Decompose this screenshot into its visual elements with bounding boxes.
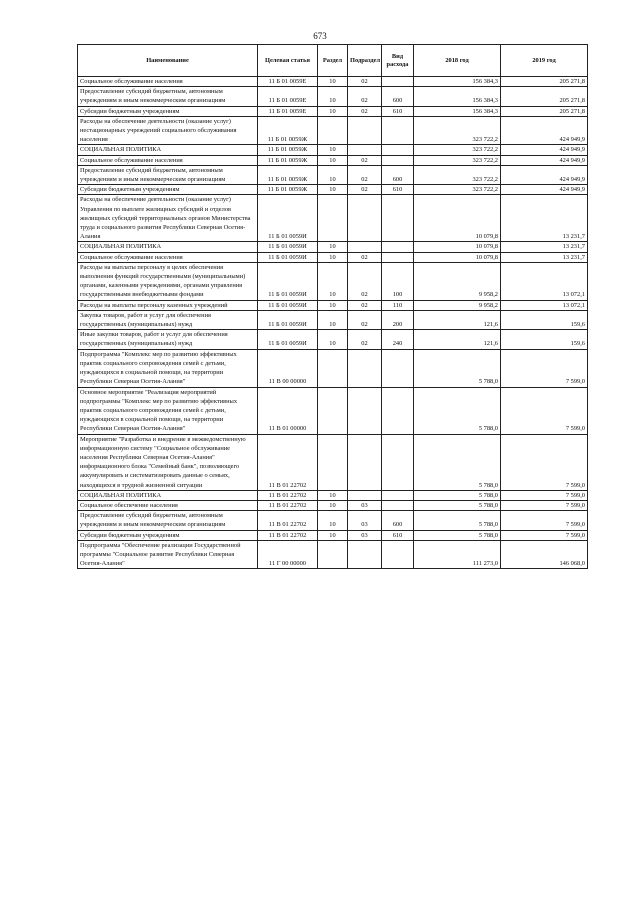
cell-subsection: [348, 540, 382, 569]
cell-expense-type: 600: [382, 165, 414, 184]
table-row: [78, 242, 588, 252]
table-row: [78, 262, 588, 300]
table-row: [78, 500, 588, 510]
cell-name: Расходы на обеспечение деятельности (оказание услуг) Управления по выплате жилищных субсидий и отделов жилищных субсидий территориальных органов Министерства труда и социального развития Республики Северная Осетия-Алания: [78, 195, 258, 242]
table-row: [78, 540, 588, 569]
cell-target-code: 11 Б 01 0059Е: [258, 106, 318, 116]
cell-target-code: 11 Б 01 0059Ж: [258, 165, 318, 184]
cell-2019: 146 068,0: [501, 540, 588, 569]
cell-target-code: 11 Б 01 0059И: [258, 242, 318, 252]
cell-2018: 10 079,8: [414, 242, 501, 252]
cell-expense-type: 600: [382, 87, 414, 106]
budget-table: [77, 44, 588, 569]
cell-subsection: 02: [348, 330, 382, 349]
cell-2018: 323 722,2: [414, 116, 501, 145]
cell-2019: 205 271,8: [501, 106, 588, 116]
cell-target-code: 11 В 01 00000: [258, 387, 318, 434]
header-subsection: Подраздел: [348, 45, 382, 77]
cell-expense-type: [382, 195, 414, 242]
cell-name: Подпрограмма "Обеспечение реализации Государственной программы "Социальное развитие Республики Северная Осетия-Алания": [78, 540, 258, 569]
cell-section: 10: [318, 155, 348, 165]
cell-name: Иные закупки товаров, работ и услуг для обеспечения государственных (муниципальных) нужд: [78, 330, 258, 349]
table-body: [78, 77, 588, 569]
cell-2018: 9 958,2: [414, 300, 501, 310]
table-row: [78, 155, 588, 165]
cell-expense-type: [382, 145, 414, 155]
table-row: [78, 195, 588, 242]
cell-expense-type: [382, 116, 414, 145]
cell-2018: 121,6: [414, 330, 501, 349]
cell-name: Социальное обслуживание населения: [78, 252, 258, 262]
cell-subsection: [348, 434, 382, 490]
cell-2018: 5 788,0: [414, 349, 501, 387]
cell-target-code: 11 Б 01 0059И: [258, 252, 318, 262]
cell-name: Субсидии бюджетным учреждениям: [78, 530, 258, 540]
cell-section: 10: [318, 300, 348, 310]
cell-2019: 13 231,7: [501, 252, 588, 262]
cell-2018: 156 384,3: [414, 87, 501, 106]
cell-section: 10: [318, 185, 348, 195]
cell-2019: 7 599,0: [501, 349, 588, 387]
cell-section: 10: [318, 500, 348, 510]
cell-name: СОЦИАЛЬНАЯ ПОЛИТИКА: [78, 490, 258, 500]
cell-target-code: 11 Б 01 0059И: [258, 310, 318, 329]
cell-target-code: 11 Б 01 0059И: [258, 330, 318, 349]
cell-2019: 7 599,0: [501, 500, 588, 510]
cell-name: СОЦИАЛЬНАЯ ПОЛИТИКА: [78, 145, 258, 155]
cell-2018: 5 788,0: [414, 500, 501, 510]
cell-section: 10: [318, 262, 348, 300]
cell-subsection: 02: [348, 87, 382, 106]
cell-2019: 424 949,9: [501, 145, 588, 155]
cell-target-code: 11 В 00 00000: [258, 349, 318, 387]
table-row: [78, 185, 588, 195]
cell-subsection: [348, 490, 382, 500]
cell-name: Расходы на обеспечение деятельности (оказание услуг) нестационарных учреждений социального обслуживания населения: [78, 116, 258, 145]
cell-2019: 13 072,1: [501, 300, 588, 310]
table-row: [78, 87, 588, 106]
cell-target-code: 11 Г 00 00000: [258, 540, 318, 569]
cell-2019: 7 599,0: [501, 434, 588, 490]
cell-section: 10: [318, 77, 348, 87]
cell-2018: 156 384,3: [414, 106, 501, 116]
cell-2019: 7 599,0: [501, 387, 588, 434]
cell-section: 10: [318, 145, 348, 155]
cell-target-code: 11 Б 01 0059Е: [258, 87, 318, 106]
table-row: [78, 116, 588, 145]
cell-2019: 159,6: [501, 310, 588, 329]
cell-expense-type: 100: [382, 262, 414, 300]
cell-expense-type: [382, 155, 414, 165]
header-2019: 2019 год: [501, 45, 588, 77]
cell-2019: 13 072,1: [501, 262, 588, 300]
cell-section: 10: [318, 511, 348, 530]
cell-section: 10: [318, 242, 348, 252]
cell-section: 10: [318, 106, 348, 116]
cell-2019: 13 231,7: [501, 195, 588, 242]
cell-name: Субсидии бюджетным учреждениям: [78, 185, 258, 195]
cell-expense-type: [382, 242, 414, 252]
cell-target-code: 11 В 01 22702: [258, 434, 318, 490]
cell-target-code: 11 В 01 22702: [258, 490, 318, 500]
cell-subsection: 02: [348, 155, 382, 165]
cell-section: 10: [318, 165, 348, 184]
cell-expense-type: 110: [382, 300, 414, 310]
cell-subsection: 03: [348, 500, 382, 510]
cell-subsection: 02: [348, 106, 382, 116]
cell-name: Предоставление субсидий бюджетным, автономным учреждениям и иным некоммерческим организациям: [78, 165, 258, 184]
cell-name: Субсидии бюджетным учреждениям: [78, 106, 258, 116]
cell-name: Социальное обслуживание населения: [78, 77, 258, 87]
header-expense-type: Вид расхода: [382, 45, 414, 77]
cell-name: Расходы на выплаты персоналу казенных учреждений: [78, 300, 258, 310]
cell-2018: 121,6: [414, 310, 501, 329]
table-row: [78, 252, 588, 262]
cell-2019: 13 231,7: [501, 242, 588, 252]
cell-2019: 424 949,9: [501, 155, 588, 165]
cell-target-code: 11 Б 01 0059Е: [258, 77, 318, 87]
cell-subsection: 02: [348, 310, 382, 329]
cell-2019: 7 599,0: [501, 490, 588, 500]
cell-2018: 10 079,8: [414, 195, 501, 242]
cell-section: [318, 195, 348, 242]
cell-target-code: 11 Б 01 0059Ж: [258, 145, 318, 155]
header-section: Раздел: [318, 45, 348, 77]
table-row: [78, 330, 588, 349]
header-code: Целевая статья: [258, 45, 318, 77]
cell-subsection: [348, 349, 382, 387]
cell-name: Основное мероприятие "Реализация мероприятий подпрограммы "Комплекс мер по развитию эффективных практик социального сопровождения семей с детьми, нуждающихся в социальной помощи, на территории Республики Северная Осетия-Алания": [78, 387, 258, 434]
cell-target-code: 11 Б 01 0059Ж: [258, 116, 318, 145]
cell-expense-type: 240: [382, 330, 414, 349]
cell-target-code: 11 Б 01 0059И: [258, 300, 318, 310]
cell-subsection: 02: [348, 300, 382, 310]
cell-expense-type: 610: [382, 185, 414, 195]
page-number: 673: [313, 31, 327, 41]
cell-expense-type: [382, 500, 414, 510]
table-row: [78, 530, 588, 540]
cell-2018: 5 788,0: [414, 530, 501, 540]
cell-expense-type: 600: [382, 511, 414, 530]
cell-2018: 323 722,2: [414, 185, 501, 195]
cell-section: 10: [318, 252, 348, 262]
cell-subsection: [348, 145, 382, 155]
cell-subsection: 02: [348, 252, 382, 262]
cell-name: Подпрограмма "Комплекс мер по развитию эффективных практик социального сопровождения семей с детьми, нуждающихся в социальной помощи, на территории Республики Северная Осетия-Алания": [78, 349, 258, 387]
cell-expense-type: [382, 434, 414, 490]
cell-subsection: 03: [348, 530, 382, 540]
cell-name: Предоставление субсидий бюджетным, автономным учреждениям и иным некоммерческим организациям: [78, 511, 258, 530]
table-row: [78, 310, 588, 329]
cell-target-code: 11 Б 01 0059Ж: [258, 155, 318, 165]
cell-2018: 5 788,0: [414, 511, 501, 530]
cell-target-code: 11 В 01 22702: [258, 530, 318, 540]
cell-section: 10: [318, 490, 348, 500]
cell-2018: 5 788,0: [414, 387, 501, 434]
cell-subsection: 02: [348, 185, 382, 195]
cell-2018: 5 788,0: [414, 490, 501, 500]
cell-2019: 424 949,9: [501, 185, 588, 195]
cell-expense-type: [382, 77, 414, 87]
cell-subsection: [348, 387, 382, 434]
cell-section: [318, 387, 348, 434]
header-name: Наименование: [78, 45, 258, 77]
table-row: [78, 165, 588, 184]
cell-2018: 111 273,0: [414, 540, 501, 569]
cell-subsection: 02: [348, 77, 382, 87]
cell-expense-type: 200: [382, 310, 414, 329]
cell-2019: 424 949,9: [501, 165, 588, 184]
cell-expense-type: 610: [382, 106, 414, 116]
table-row: [78, 490, 588, 500]
cell-name: Расходы на выплаты персоналу в целях обеспечения выполнения функций государственными (муниципальными) органами, казенными учреждениями, органами управления государственными внебюджетными фондами: [78, 262, 258, 300]
table-row: [78, 145, 588, 155]
table-row: [78, 434, 588, 490]
table-header-row: [78, 45, 588, 77]
cell-target-code: 11 В 01 22702: [258, 511, 318, 530]
table-row: [78, 300, 588, 310]
cell-name: Предоставление субсидий бюджетным, автономным учреждениям и иным некоммерческим организациям: [78, 87, 258, 106]
cell-2018: 5 788,0: [414, 434, 501, 490]
cell-2018: 323 722,2: [414, 165, 501, 184]
cell-section: [318, 349, 348, 387]
cell-section: 10: [318, 87, 348, 106]
cell-subsection: 02: [348, 165, 382, 184]
table-row: [78, 106, 588, 116]
cell-name: Закупка товаров, работ и услуг для обеспечения государственных (муниципальных) нужд: [78, 310, 258, 329]
cell-subsection: [348, 242, 382, 252]
cell-section: [318, 540, 348, 569]
cell-expense-type: [382, 387, 414, 434]
cell-name: Социальное обеспечение населения: [78, 500, 258, 510]
cell-2019: 205 271,8: [501, 77, 588, 87]
cell-target-code: 11 В 01 22702: [258, 500, 318, 510]
cell-section: 10: [318, 530, 348, 540]
cell-expense-type: 610: [382, 530, 414, 540]
cell-2018: 156 384,3: [414, 77, 501, 87]
cell-2018: 10 079,8: [414, 252, 501, 262]
cell-expense-type: [382, 540, 414, 569]
cell-name: Социальное обслуживание населения: [78, 155, 258, 165]
cell-name: СОЦИАЛЬНАЯ ПОЛИТИКА: [78, 242, 258, 252]
table-row: [78, 349, 588, 387]
cell-subsection: 02: [348, 262, 382, 300]
cell-expense-type: [382, 349, 414, 387]
cell-expense-type: [382, 252, 414, 262]
cell-subsection: [348, 195, 382, 242]
cell-target-code: 11 Б 01 0059Ж: [258, 185, 318, 195]
cell-2019: 424 949,9: [501, 116, 588, 145]
header-2018: 2018 год: [414, 45, 501, 77]
table-row: [78, 511, 588, 530]
cell-name: Мероприятие "Разработка и внедрение в межведомственную информационную систему "Социальное обслуживание населения Республики Северная Осетия-Алания" информационного блока "Семейный банк", позволяющего аккумулировать и систематизировать данные о семьях, находящихся в трудной жизненной ситуации: [78, 434, 258, 490]
cell-section: [318, 116, 348, 145]
cell-2018: 323 722,2: [414, 155, 501, 165]
cell-2019: 7 599,0: [501, 530, 588, 540]
cell-2019: 159,6: [501, 330, 588, 349]
cell-2019: 7 599,0: [501, 511, 588, 530]
cell-2018: 323 722,2: [414, 145, 501, 155]
table-row: [78, 77, 588, 87]
cell-target-code: 11 Б 01 0059И: [258, 195, 318, 242]
cell-subsection: 03: [348, 511, 382, 530]
cell-section: 10: [318, 330, 348, 349]
cell-subsection: [348, 116, 382, 145]
cell-section: [318, 434, 348, 490]
cell-expense-type: [382, 490, 414, 500]
cell-section: 10: [318, 310, 348, 329]
cell-2019: 205 271,8: [501, 87, 588, 106]
cell-2018: 9 958,2: [414, 262, 501, 300]
table-row: [78, 387, 588, 434]
cell-target-code: 11 Б 01 0059И: [258, 262, 318, 300]
